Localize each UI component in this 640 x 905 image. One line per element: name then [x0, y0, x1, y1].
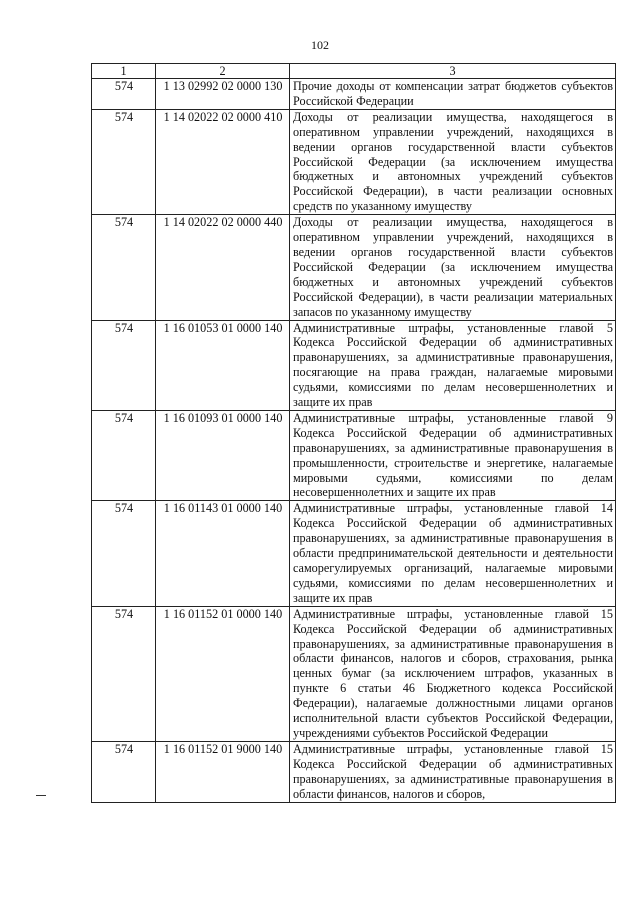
- revenue-name-cell: Доходы от реализации имущества, находящегося в оперативном управлении учреждений, находящихся в ведении органов государственной власти субъектов Российской Федерации (за исключением имущества бюджетных и автономных учреждений субъектов Российской Федерации), в части реализации материальных запасов по указанному имуществу: [290, 215, 616, 320]
- budget-code-cell: 1 16 01053 01 0000 140: [156, 320, 290, 410]
- budget-code-cell: 1 16 01093 01 0000 140: [156, 410, 290, 500]
- table-row: [92, 79, 616, 110]
- header-cell-name: 3: [290, 64, 616, 79]
- revenue-name-cell: Административные штрафы, установленные главой 15 Кодекса Российской Федерации об административных правонарушениях, за административные правонарушения в области финансов, налогов и сборов, страхования, рынка ценных бумаг (за исключением штрафов, указанных в пункте 6 статьи 46 Бюджетного кодекса Российской Федерации), налагаемые должностными лицами органов исполнительной власти субъектов Российской Федерации, учреждениями субъектов Российской Федерации: [290, 606, 616, 741]
- page-number: 102: [311, 38, 329, 52]
- table-row: [92, 320, 616, 410]
- admin-code-cell: 574: [92, 501, 156, 606]
- table-header-row: [92, 64, 616, 79]
- header-cell-code: 2: [156, 64, 290, 79]
- revenue-name-cell: Административные штрафы, установленные главой 9 Кодекса Российской Федерации об административных правонарушениях, за административные правонарушения в промышленности, строительстве и энергетике, налагаемые мировыми судьями, комиссиями по делам несовершеннолетних и защите их прав: [290, 410, 616, 500]
- budget-code-cell: 1 14 02022 02 0000 410: [156, 109, 290, 214]
- admin-code-cell: 574: [92, 79, 156, 110]
- budget-code-cell: 1 16 01152 01 0000 140: [156, 606, 290, 741]
- revenue-codes-table: [91, 63, 616, 803]
- table-row: [92, 501, 616, 606]
- table-row: [92, 606, 616, 741]
- revenue-name-cell: Административные штрафы, установленные главой 14 Кодекса Российской Федерации об административных правонарушениях, за административные правонарушения в области предпринимательской деятельности и деятельности саморегулируемых организаций, налагаемые мировыми судьями, комиссиями по делам несовершеннолетних и защите их прав: [290, 501, 616, 606]
- budget-code-cell: 1 13 02992 02 0000 130: [156, 79, 290, 110]
- admin-code-cell: 574: [92, 320, 156, 410]
- table-row: [92, 410, 616, 500]
- revenue-name-cell: Административные штрафы, установленные главой 5 Кодекса Российской Федерации об административных правонарушениях, за административные правонарушения, посягающие на права граждан, налагаемые мировыми судьями, комиссиями по делам несовершеннолетних и защите их прав: [290, 320, 616, 410]
- margin-mark: [36, 795, 46, 796]
- admin-code-cell: 574: [92, 606, 156, 741]
- revenue-name-cell: Прочие доходы от компенсации затрат бюджетов субъектов Российской Федерации: [290, 79, 616, 110]
- revenue-name-cell: Доходы от реализации имущества, находящегося в оперативном управлении учреждений, находящихся в ведении органов государственной власти субъектов Российской Федерации (за исключением имущества бюджетных и автономных учреждений субъектов Российской Федерации), в части реализации основных средств по указанному имуществу: [290, 109, 616, 214]
- budget-code-cell: 1 14 02022 02 0000 440: [156, 215, 290, 320]
- revenue-name-cell: Административные штрафы, установленные главой 15 Кодекса Российской Федерации об административных правонарушениях, за административные правонарушения в области финансов, налогов и сборов,: [290, 741, 616, 802]
- table-row: [92, 741, 616, 802]
- admin-code-cell: 574: [92, 410, 156, 500]
- table-row: [92, 215, 616, 320]
- header-cell-admin: 1: [92, 64, 156, 79]
- admin-code-cell: 574: [92, 741, 156, 802]
- admin-code-cell: 574: [92, 109, 156, 214]
- budget-code-cell: 1 16 01143 01 0000 140: [156, 501, 290, 606]
- budget-code-cell: 1 16 01152 01 9000 140: [156, 741, 290, 802]
- table-row: [92, 109, 616, 214]
- admin-code-cell: 574: [92, 215, 156, 320]
